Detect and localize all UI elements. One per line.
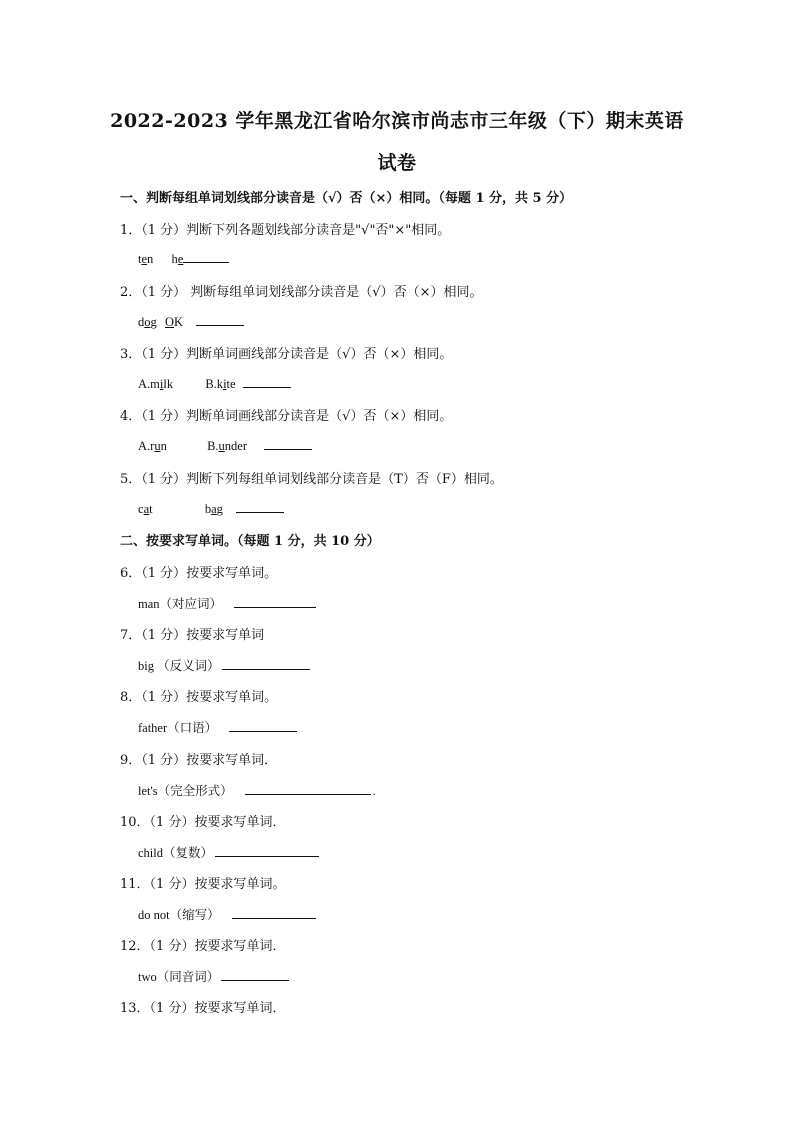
- question-12-prompt: two（同音词）: [138, 970, 220, 984]
- word-ok: OK: [165, 315, 184, 329]
- question-12-answer-line: [138, 967, 289, 985]
- question-4-answer-line: [138, 437, 312, 454]
- question-11-prompt: do not（缩写）: [138, 908, 220, 922]
- question-5-answer-line: [138, 500, 284, 517]
- question-1-answer-line: [138, 250, 229, 267]
- word-under: B.under: [207, 439, 248, 453]
- word-run: A.run: [138, 439, 167, 453]
- word-milk: A.milk: [138, 377, 174, 391]
- question-1-stem: 1．（1 分）判断下列各题划线部分读音是"√"否"×"相同。: [120, 223, 451, 238]
- question-10-prompt: child（复数）: [138, 846, 213, 860]
- question-4-stem: 4．（1 分）判断单词画线部分读音是（√）否（×）相同。: [120, 409, 453, 424]
- question-7-stem: 7．（1 分）按要求写单词: [120, 628, 265, 643]
- question-2-stem: 2．（1 分） 判断每组单词划线部分读音是（√）否（×）相同。: [120, 285, 483, 300]
- answer-blank[interactable]: [222, 657, 310, 670]
- question-9-period: .: [372, 784, 376, 798]
- question-11-answer-line: [138, 905, 316, 923]
- question-12-stem: 12．（1 分）按要求写单词．: [120, 939, 286, 954]
- question-9-stem: 9．（1 分）按要求写单词．: [120, 753, 278, 768]
- question-2-answer-line: [138, 313, 244, 330]
- answer-blank[interactable]: [232, 906, 316, 919]
- question-8-prompt: father（口语）: [138, 721, 218, 735]
- question-9-answer-line: [138, 781, 376, 799]
- answer-blank[interactable]: [215, 844, 319, 857]
- question-7-answer-line: [138, 656, 310, 674]
- word-he: he: [171, 252, 184, 266]
- question-8-stem: 8．（1 分）按要求写单词。: [120, 690, 278, 705]
- word-bag: bag: [204, 502, 223, 516]
- word-cat: cat: [138, 502, 153, 516]
- question-8-answer-line: [138, 718, 297, 736]
- answer-blank[interactable]: [221, 968, 289, 981]
- exam-title-line1: 2022-2023 学年黑龙江省哈尔滨市尚志市三年级（下）期末英语: [110, 110, 684, 132]
- exam-title-line2: 试卷: [377, 152, 417, 174]
- answer-blank[interactable]: [243, 375, 291, 388]
- answer-blank[interactable]: [196, 313, 244, 326]
- question-10-answer-line: [138, 843, 319, 861]
- answer-blank[interactable]: [264, 437, 312, 450]
- word-dog: dog: [138, 315, 157, 329]
- section1-heading: 一、判断每组单词划线部分读音是（√）否（×）相同。（每题 1 分，共 5 分）: [120, 191, 573, 206]
- question-6-prompt: man（对应词）: [138, 597, 223, 611]
- section2-heading: 二、按要求写单词。（每题 1 分，共 10 分）: [120, 534, 380, 549]
- word-kite: B.kite: [205, 377, 236, 391]
- question-3-answer-line: [138, 375, 291, 392]
- answer-blank[interactable]: [234, 595, 316, 608]
- question-13-stem: 13．（1 分）按要求写单词．: [120, 1001, 286, 1016]
- word-ten: ten: [138, 252, 154, 266]
- question-10-stem: 10．（1 分）按要求写单词．: [120, 815, 286, 830]
- question-11-stem: 11．（1 分）按要求写单词。: [120, 877, 286, 892]
- question-6-stem: 6．（1 分）按要求写单词。: [120, 566, 278, 581]
- answer-blank[interactable]: [183, 250, 229, 263]
- question-7-prompt: big （反义词）: [138, 659, 220, 673]
- answer-blank[interactable]: [229, 719, 297, 732]
- answer-blank[interactable]: [236, 500, 284, 513]
- question-6-answer-line: [138, 594, 316, 612]
- question-9-prompt: let's（完全形式）: [138, 784, 233, 798]
- question-5-stem: 5．（1 分）判断下列每组单词划线部分读音是（T）否（F）相同。: [120, 472, 503, 487]
- question-3-stem: 3．（1 分）判断单词画线部分读音是（√）否（×）相同。: [120, 347, 453, 362]
- answer-blank[interactable]: [245, 782, 371, 795]
